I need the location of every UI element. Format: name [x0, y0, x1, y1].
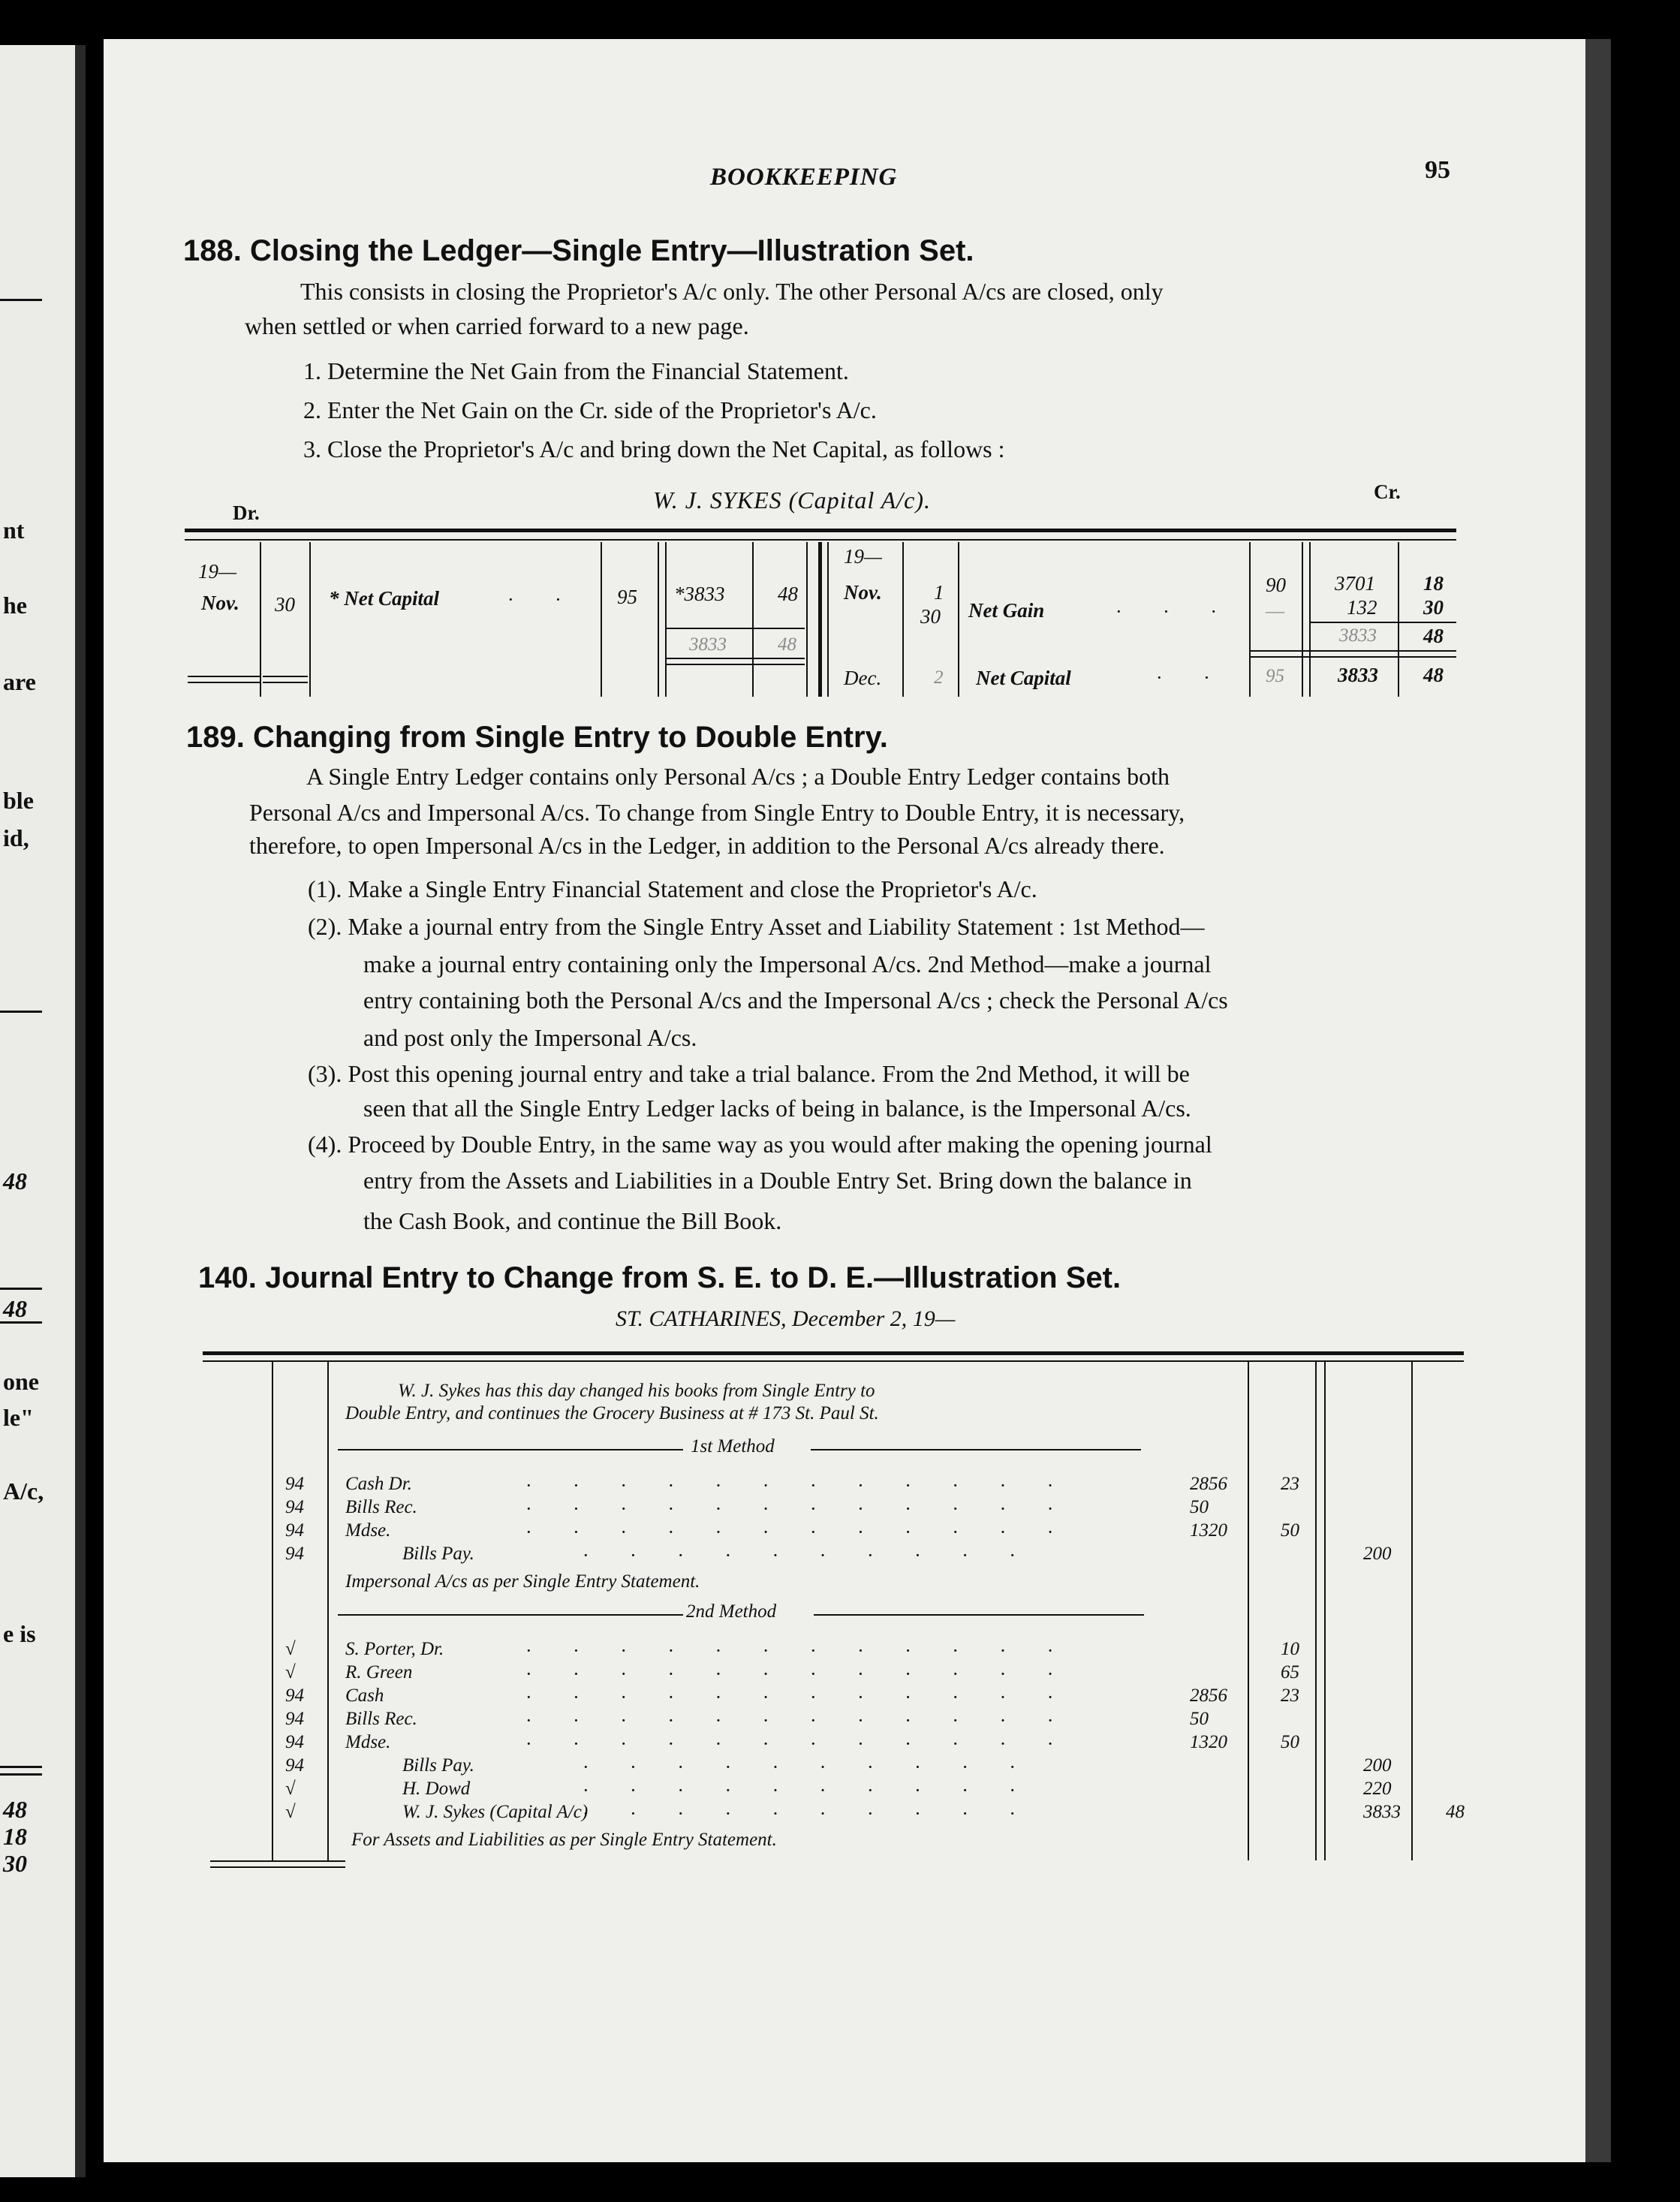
double-rule — [210, 1866, 345, 1868]
running-title: BOOKKEEPING — [710, 164, 898, 191]
journal-folio: 94 — [285, 1544, 304, 1564]
journal-account: Mdse. — [345, 1732, 391, 1752]
col-rule — [327, 1362, 329, 1860]
ledger-particulars: Net Gain — [968, 599, 1045, 622]
col-rule — [1248, 1362, 1249, 1860]
journal-credit: 200 — [1363, 1755, 1392, 1776]
journal-folio: √ — [285, 1639, 296, 1659]
double-rule — [188, 676, 260, 677]
col-rule — [658, 542, 659, 697]
leader-dots: · · · — [1115, 601, 1235, 622]
ledger-cents: 18 — [1423, 572, 1444, 595]
left-fragment-text: 48 — [3, 1167, 27, 1194]
left-fragment-text: id, — [3, 824, 29, 851]
journal-intro: Double Entry, and continues the Grocery Business at # 173 St. Paul St. — [345, 1403, 879, 1423]
ledger-cents: 48 — [778, 583, 798, 605]
left-fragment-text: he — [3, 592, 27, 619]
journal-account: R. Green — [345, 1662, 413, 1682]
list-item-line: and post only the Impersonal A/cs. — [363, 1024, 697, 1051]
paragraph-line: therefore, to open Impersonal A/cs in the Ledger, in addition to the Personal A/cs already there. — [249, 832, 1165, 859]
ledger-year: 19— — [844, 545, 883, 568]
ledger-amount: 3833 — [1338, 664, 1378, 686]
journal-debit: 1320 — [1190, 1520, 1227, 1541]
center-rule — [827, 542, 829, 697]
step-item: 1. Determine the Net Gain from the Financial Statement. — [303, 357, 849, 384]
double-rule — [1251, 650, 1456, 652]
left-rule — [0, 1011, 42, 1013]
col-rule — [1398, 542, 1399, 697]
journal-debit: 2856 — [1190, 1685, 1227, 1706]
left-fragment-text: 18 — [3, 1823, 27, 1850]
center-rule — [818, 542, 822, 697]
list-item-line: the Cash Book, and continue the Bill Book. — [363, 1207, 782, 1234]
ledger-folio: — — [1266, 601, 1284, 622]
left-rule — [0, 1288, 42, 1290]
journal-folio: 94 — [285, 1474, 304, 1494]
left-rule — [0, 1321, 42, 1324]
method-label: 1st Method — [691, 1436, 775, 1456]
section-188-heading: 188. Closing the Ledger—Single Entry—Illustration Set. — [183, 234, 974, 267]
leader-dots: · · · · · · · · · · — [583, 1756, 1034, 1778]
ledger-amount: 132 — [1347, 596, 1377, 619]
leader-dots: · · · · · · · · · · — [583, 1779, 1034, 1801]
double-rule — [667, 664, 805, 665]
journal-debit: 50 — [1190, 1497, 1209, 1517]
section-140-heading: 140. Journal Entry to Change from S. E. to D. E.—Illustration Set. — [198, 1261, 1122, 1294]
journal-credit-cents: 48 — [1446, 1802, 1465, 1822]
left-rule — [0, 1773, 42, 1776]
journal-debit-cents: 23 — [1281, 1474, 1299, 1494]
leader-dots: · · — [1156, 667, 1228, 688]
paragraph-line: when settled or when carried forward to a new page. — [245, 312, 749, 339]
col-rule — [1324, 1362, 1326, 1860]
ledger-day: 2 — [934, 667, 944, 688]
ledger-amount: 3701 — [1335, 572, 1375, 595]
list-item-line: make a journal entry containing only the Impersonal A/cs. 2nd Method—make a journal — [363, 950, 1212, 977]
col-rule — [1309, 542, 1311, 697]
ledger-total: 3833 — [689, 634, 727, 655]
list-item-line: seen that all the Single Entry Ledger lacks of being in balance, is the Impersonal A/cs. — [363, 1095, 1191, 1122]
journal-debit-cents: 10 — [1281, 1639, 1299, 1659]
ledger-day: 1 — [934, 581, 944, 604]
journal-folio: √ — [285, 1802, 296, 1822]
leader-dots: · · · · · · · · · · — [583, 1544, 1034, 1566]
ledger-month: Dec. — [844, 667, 882, 689]
page-number: 95 — [1425, 156, 1450, 184]
ledger-title: W. J. SYKES (Capital A/c). — [653, 486, 931, 514]
ledger-day: 30 — [920, 605, 941, 628]
left-fragment-text: are — [3, 668, 36, 695]
step-item: 2. Enter the Net Gain on the Cr. side of the Proprietor's A/c. — [303, 396, 877, 423]
list-item: (2). Make a journal entry from the Single Entry Asset and Liability Statement : 1st Method— — [308, 913, 1205, 940]
col-rule — [806, 542, 808, 697]
dr-label: Dr. — [233, 502, 260, 524]
ledger-top-rule — [185, 529, 1456, 532]
journal-account: S. Porter, Dr. — [345, 1639, 444, 1659]
ledger-particulars: * Net Capital — [329, 587, 439, 610]
journal-debit-cents: 65 — [1281, 1662, 1299, 1682]
journal-folio: √ — [285, 1662, 296, 1682]
journal-folio: 94 — [285, 1497, 304, 1517]
ledger-particulars: Net Capital — [976, 667, 1071, 689]
journal-account: H. Dowd — [402, 1779, 471, 1799]
journal-folio: √ — [285, 1779, 296, 1799]
ledger-cents: 48 — [1423, 664, 1444, 686]
leader-dots: · · · · · · · · · · · · — [525, 1498, 1072, 1520]
method-rule — [338, 1449, 683, 1450]
journal-account: W. J. Sykes (Capital A/c) — [402, 1802, 589, 1822]
left-fragment-text: 30 — [3, 1850, 27, 1877]
right-page-edge — [1585, 39, 1611, 2162]
ledger-total: 3833 — [1339, 625, 1377, 646]
ledger-year: 19— — [198, 560, 237, 583]
list-item-line: entry from the Assets and Liabilities in a Double Entry Set. Bring down the balance in — [363, 1167, 1192, 1194]
left-rule — [0, 1766, 42, 1768]
journal-top-rule — [203, 1351, 1464, 1355]
ledger-cents: 30 — [1423, 596, 1444, 619]
journal-note: For Assets and Liabilities as per Single Entry Statement. — [351, 1830, 777, 1850]
list-item: (3). Post this opening journal entry and take a trial balance. From the 2nd Method, it will be — [308, 1060, 1190, 1087]
col-rule — [601, 542, 602, 697]
journal-folio: 94 — [285, 1520, 304, 1541]
sum-rule — [1311, 622, 1456, 623]
journal-folio: 94 — [285, 1755, 304, 1776]
method-label: 2nd Method — [686, 1601, 777, 1622]
ledger-folio: 95 — [617, 586, 637, 608]
left-fragment-text: ble — [3, 787, 34, 814]
leader-dots: · · · · · · · · · · · · — [525, 1475, 1072, 1496]
leader-dots: · · · · · · · · · · · · — [525, 1686, 1072, 1708]
journal-credit: 220 — [1363, 1779, 1392, 1799]
journal-account: Bills Rec. — [345, 1497, 417, 1517]
method-rule — [811, 1449, 1141, 1450]
left-page-edge — [75, 45, 86, 2177]
double-rule — [263, 682, 308, 683]
col-rule — [1411, 1362, 1413, 1860]
col-rule — [1249, 542, 1251, 697]
left-fragment-text: one — [3, 1368, 39, 1395]
col-rule — [309, 542, 311, 697]
col-rule — [752, 542, 754, 697]
journal-note: Impersonal A/cs as per Single Entry Statement. — [345, 1571, 700, 1592]
left-fragment-text: e is — [3, 1620, 36, 1647]
left-rule — [0, 299, 42, 301]
col-rule — [272, 1362, 273, 1860]
journal-debit-cents: 50 — [1281, 1520, 1299, 1541]
journal-top-rule — [203, 1360, 1464, 1362]
journal-account: Bills Rec. — [345, 1709, 417, 1729]
leader-dots: · · · · · · · · · · — [583, 1803, 1034, 1824]
double-rule — [667, 658, 805, 659]
left-fragment-text: 48 — [3, 1295, 27, 1322]
paragraph-line: Personal A/cs and Impersonal A/cs. To change from Single Entry to Double Entry, it is necessary, — [249, 799, 1185, 826]
journal-account: Bills Pay. — [402, 1544, 474, 1564]
ledger-month: Nov. — [844, 581, 882, 604]
left-fragment-text: le" — [3, 1404, 34, 1431]
sum-rule — [667, 628, 805, 629]
journal-folio: 94 — [285, 1685, 304, 1706]
journal-debit-cents: 50 — [1281, 1732, 1299, 1752]
col-rule — [1302, 542, 1303, 697]
ledger-month: Nov. — [201, 592, 239, 614]
paragraph-line: A Single Entry Ledger contains only Personal A/cs ; a Double Entry Ledger contains both — [306, 763, 1170, 790]
ledger-folio: 90 — [1266, 574, 1286, 596]
list-item-line: entry containing both the Personal A/cs and the Impersonal A/cs ; check the Personal A/cs — [363, 987, 1228, 1014]
section-189-heading: 189. Changing from Single Entry to Double Entry. — [186, 721, 888, 754]
ledger-total-cents: 48 — [778, 634, 796, 655]
journal-debit: 2856 — [1190, 1474, 1227, 1494]
journal-intro: W. J. Sykes has this day changed his books from Single Entry to — [398, 1381, 875, 1401]
dateline: ST. CATHARINES, December 2, 19— — [616, 1306, 956, 1331]
journal-debit: 1320 — [1190, 1732, 1227, 1752]
ledger-top-rule — [185, 539, 1456, 541]
paragraph-line: This consists in closing the Proprietor's A/c only. The other Personal A/cs are closed, only — [300, 278, 1164, 305]
cr-label: Cr. — [1374, 480, 1401, 503]
left-fragment-text: nt — [3, 517, 25, 544]
journal-credit: 3833 — [1363, 1802, 1401, 1822]
leader-dots: · · · · · · · · · · · · — [525, 1640, 1072, 1661]
leader-dots: · · · · · · · · · · · · — [525, 1663, 1072, 1685]
journal-account: Cash — [345, 1685, 384, 1706]
list-item: (1). Make a Single Entry Financial Statement and close the Proprietor's A/c. — [308, 875, 1037, 902]
journal-account: Bills Pay. — [402, 1755, 474, 1776]
col-rule — [260, 542, 261, 697]
ledger-folio: 95 — [1266, 666, 1284, 686]
step-item: 3. Close the Proprietor's A/c and bring down the Net Capital, as follows : — [303, 435, 1005, 462]
journal-folio: 94 — [285, 1709, 304, 1729]
left-fragment-text: 48 — [3, 1796, 27, 1823]
col-rule — [958, 542, 959, 697]
journal-account: Mdse. — [345, 1520, 391, 1541]
left-fragment-text: A/c, — [3, 1478, 44, 1505]
journal-debit: 50 — [1190, 1709, 1209, 1729]
col-rule — [902, 542, 904, 697]
double-rule — [263, 676, 308, 677]
double-rule — [188, 682, 260, 683]
leader-dots: · · · · · · · · · · · · — [525, 1709, 1072, 1731]
leader-dots: · · · · · · · · · · · · — [525, 1733, 1072, 1755]
list-item: (4). Proceed by Double Entry, in the same way as you would after making the opening journal — [308, 1131, 1212, 1158]
method-rule — [814, 1614, 1144, 1616]
leader-dots: · · · · · · · · · · · · — [525, 1521, 1072, 1543]
journal-account: Cash Dr. — [345, 1474, 412, 1494]
leader-dots: · · — [507, 589, 580, 610]
journal-folio: 94 — [285, 1732, 304, 1752]
double-rule — [210, 1860, 345, 1862]
journal-credit: 200 — [1363, 1544, 1392, 1564]
ledger-amount: *3833 — [674, 583, 725, 605]
method-rule — [338, 1614, 683, 1616]
col-rule — [1315, 1362, 1317, 1860]
journal-debit-cents: 23 — [1281, 1685, 1299, 1706]
double-rule — [1251, 656, 1456, 658]
col-rule — [665, 542, 667, 697]
ledger-total-cents: 48 — [1423, 625, 1444, 647]
ledger-day: 30 — [275, 593, 295, 616]
